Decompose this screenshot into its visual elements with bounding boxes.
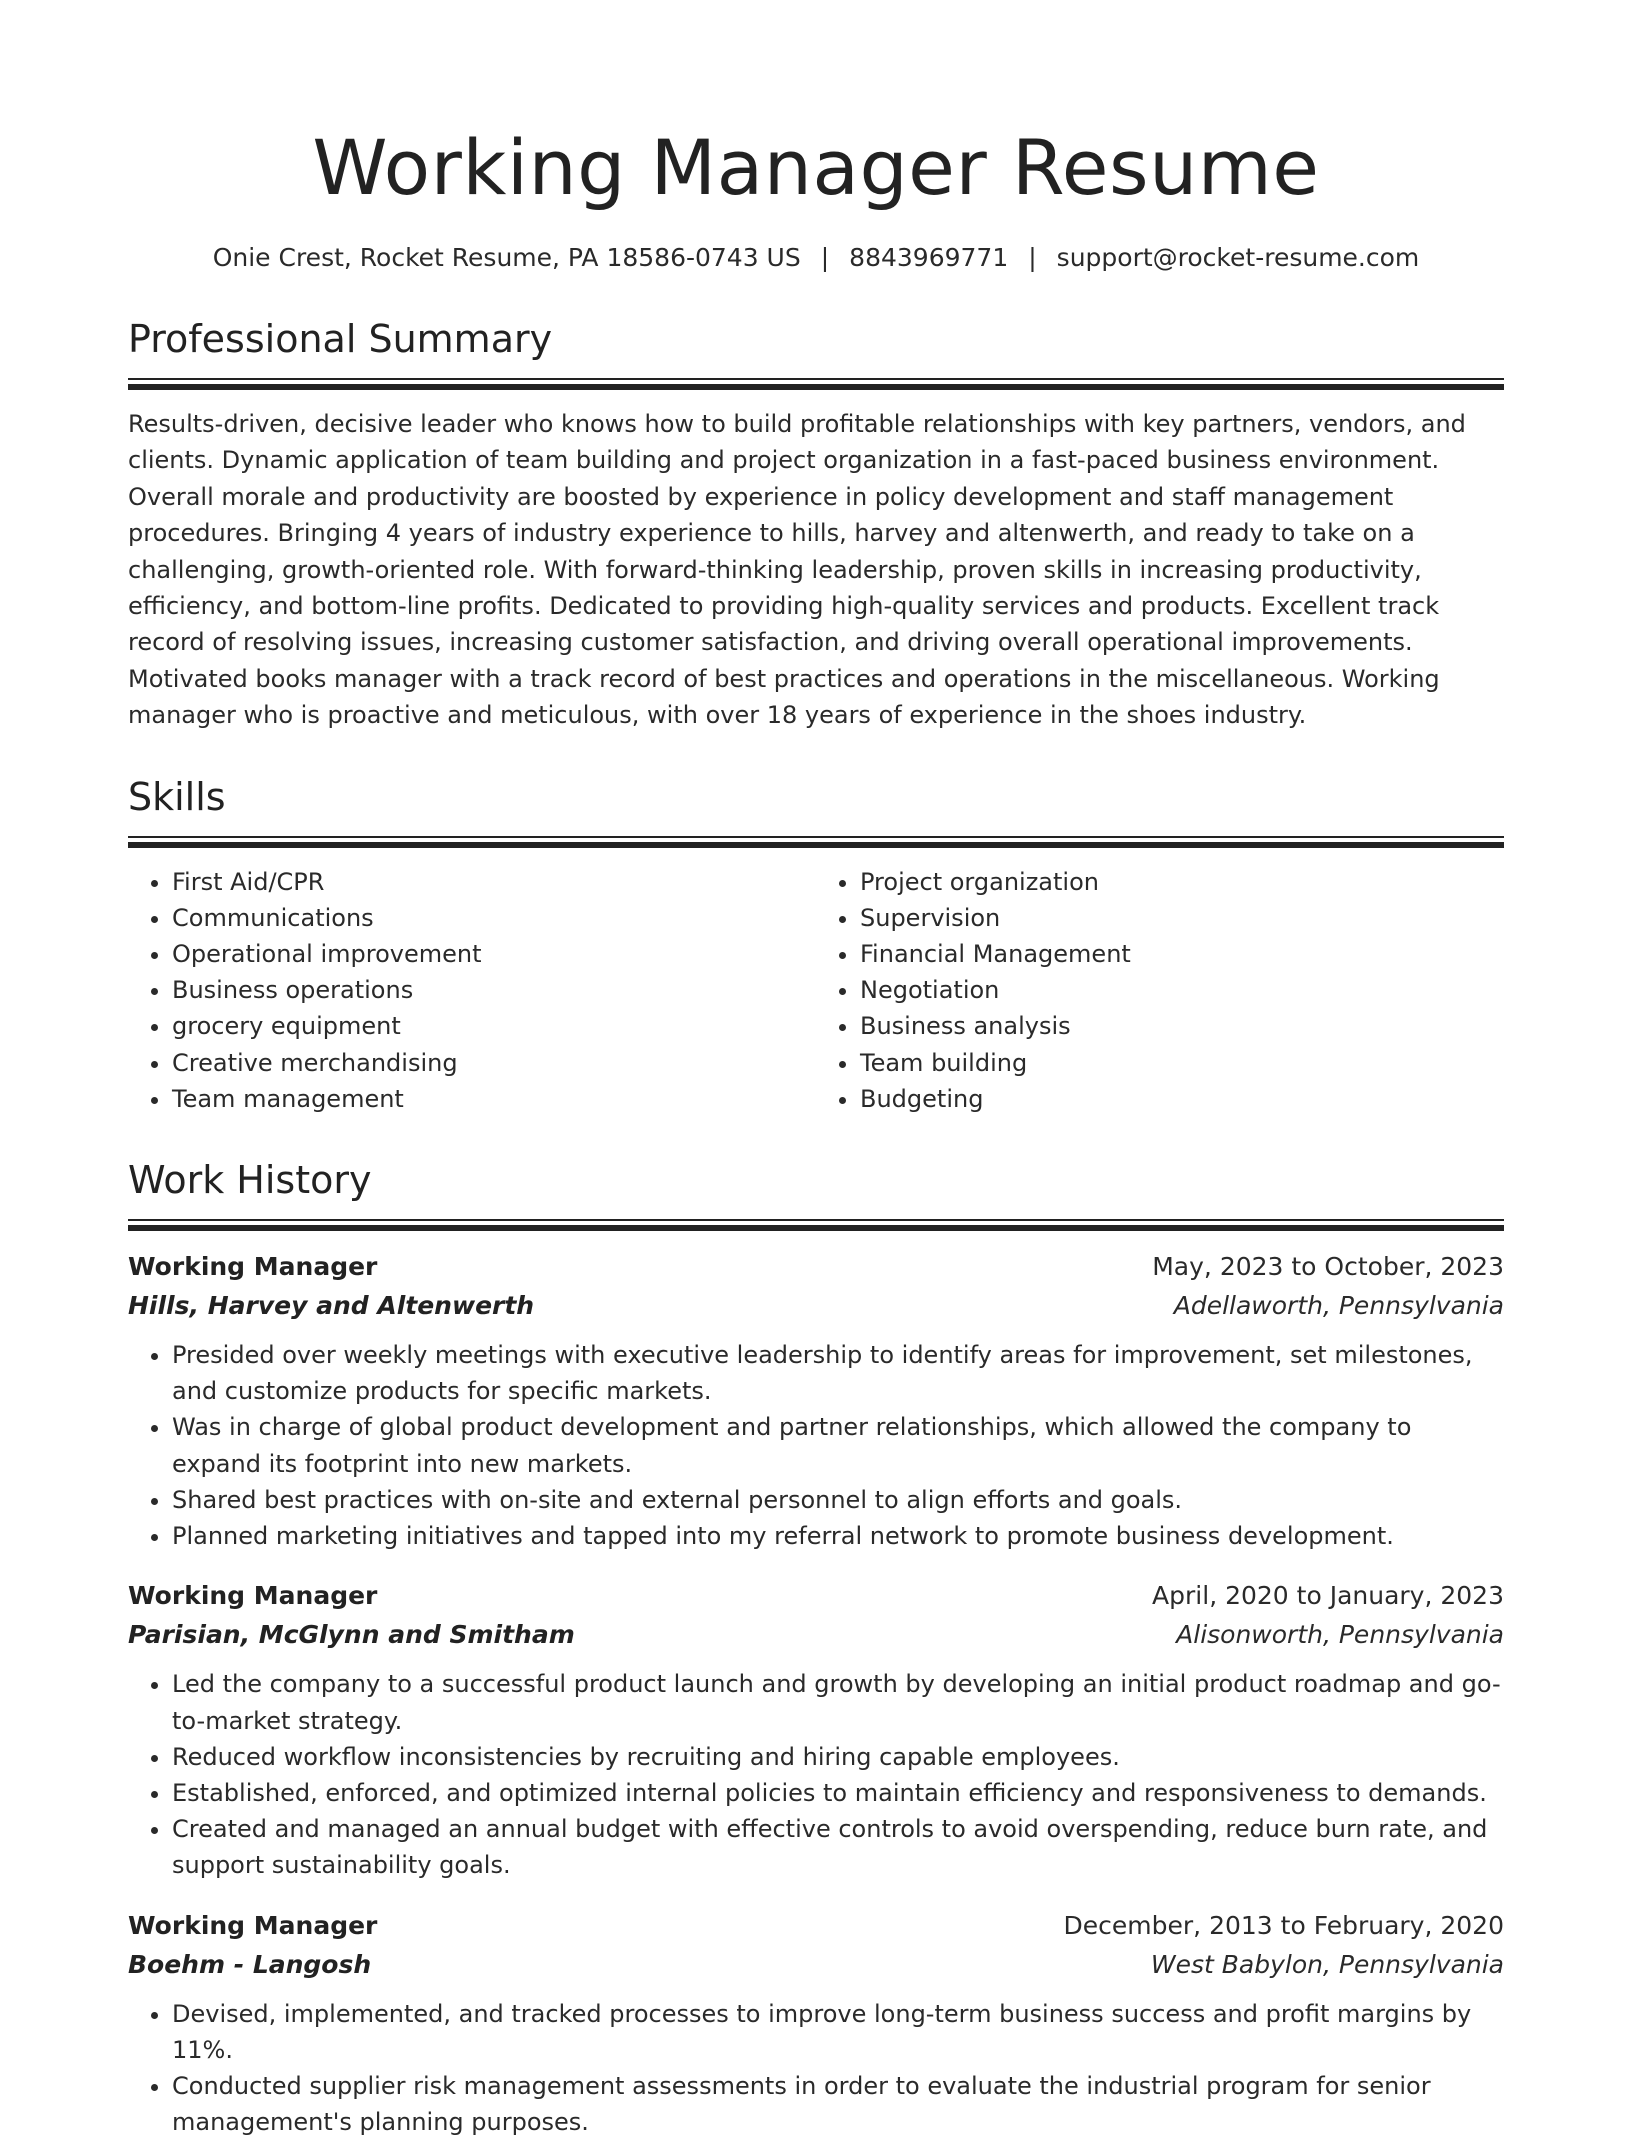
job-bullet-list (128, 1996, 1504, 2140)
job-location: Adellaworth, Pennsylvania (1173, 1291, 1504, 1321)
job-company: Parisian, McGlynn and Smitham (128, 1620, 575, 1650)
job-entry (128, 1576, 1504, 1883)
skill-item: • Team management (172, 1081, 816, 1117)
skills-section (128, 772, 1504, 1117)
contact-line (128, 240, 1504, 276)
job-company: Boehm - Langosh (128, 1949, 372, 1979)
skill-item: • Business operations (172, 972, 816, 1008)
job-bullet: • Conducted supplier risk management assessments in order to evaluate the industrial program for senior management's planning purposes. (172, 2068, 1504, 2140)
job-entry (128, 1906, 1504, 2140)
skill-item: • Creative merchandising (172, 1045, 816, 1081)
summary-section (128, 314, 1504, 734)
job-bullet: • Reduced workflow inconsistencies by recruiting and hiring capable employees. (172, 1739, 1504, 1775)
skills-grid (128, 864, 1504, 1117)
job-company: Hills, Harvey and Altenwerth (128, 1291, 535, 1321)
section-divider (128, 836, 1504, 848)
summary-heading: Professional Summary (128, 317, 553, 361)
skill-item: • Operational improvement (172, 936, 816, 972)
skill-item: • Budgeting (860, 1081, 1504, 1117)
skill-item: • Negotiation (860, 972, 1504, 1008)
contact-separator: | (820, 243, 830, 272)
contact-email: support@rocket-resume.com (1056, 243, 1420, 272)
job-location: Alisonworth, Pennsylvania (1176, 1620, 1504, 1650)
skill-item: • Supervision (860, 900, 1504, 936)
job-bullet-list (128, 1337, 1504, 1554)
job-bullet: • Created and managed an annual budget with effective controls to avoid overspending, reduce burn rate, and support sustainability goals. (172, 1811, 1504, 1883)
job-dates: May, 2023 to October, 2023 (1152, 1252, 1504, 1282)
skills-column-left (128, 864, 816, 1117)
work-history-section (128, 1155, 1504, 2140)
job-bullet: • Led the company to a successful product launch and growth by developing an initial product roadmap and go-to-market strategy. (172, 1666, 1504, 1738)
job-location: West Babylon, Pennsylvania (1150, 1949, 1504, 1979)
job-bullet: • Devised, implemented, and tracked processes to improve long-term business success and profit margins by 11%. (172, 1996, 1504, 2068)
section-divider (128, 1219, 1504, 1231)
job-header-row (128, 1906, 1504, 1945)
skill-item: • Communications (172, 900, 816, 936)
skill-item: • Financial Management (860, 936, 1504, 972)
skill-item: • Team building (860, 1045, 1504, 1081)
job-dates: April, 2020 to January, 2023 (1152, 1581, 1504, 1611)
job-bullet: • Shared best practices with on-site and external personnel to align efforts and goals. (172, 1482, 1504, 1518)
job-bullet: • Was in charge of global product development and partner relationships, which allowed the company to expand its footprint into new markets. (172, 1409, 1504, 1481)
skills-column-right (816, 864, 1504, 1117)
section-divider (128, 378, 1504, 390)
job-entry (128, 1247, 1504, 1554)
contact-phone: 8843969771 (849, 243, 1009, 272)
skill-item: • First Aid/CPR (172, 864, 816, 900)
job-bullet: • Established, enforced, and optimized internal policies to maintain efficiency and responsiveness to demands. (172, 1775, 1504, 1811)
skill-item: • Business analysis (860, 1008, 1504, 1044)
job-header-row (128, 1576, 1504, 1615)
skills-heading: Skills (128, 774, 226, 819)
job-company-row (128, 1945, 1504, 1984)
job-company-row (128, 1615, 1504, 1654)
job-title: Working Manager (128, 1581, 378, 1611)
job-bullet: • Planned marketing initiatives and tapped into my referral network to promote business development. (172, 1518, 1504, 1554)
skill-item: • grocery equipment (172, 1008, 816, 1044)
job-bullet-list (128, 1666, 1504, 1883)
contact-separator: | (1028, 243, 1037, 272)
job-title: Working Manager (128, 1910, 378, 1940)
job-company-row (128, 1286, 1504, 1325)
work-history-heading: Work History (128, 1158, 372, 1203)
resume-title: Working Manager Resume (312, 123, 1320, 212)
job-dates: December, 2013 to February, 2020 (1063, 1910, 1504, 1940)
job-title: Working Manager (128, 1252, 378, 1282)
summary-text: Results-driven, decisive leader who knows how to build profitable relationships with key partners, vendors, and clients. Dynamic application of team building and project organization in a fast-paced business environment. Overall morale and productivity are boosted by experience in policy development and staff management procedures. Bringing 4 years of industry experience to hills, harvey and altenwerth, and ready to take on a challenging, growth-oriented role. With forward-thinking leadership, proven skills in increasing productivity, efficiency, and bottom-line profits. Dedicated to providing high-quality services and products. Excellent track record of resolving issues, increasing customer satisfaction, and driving overall operational improvements. Motivated books manager with a track record of best practices and operations in the miscellaneous. Working manager who is proactive and meticulous, with over 18 years of experience in the shoes industry. (128, 410, 1466, 730)
skill-item: • Project organization (860, 864, 1504, 900)
contact-address: Onie Crest, Rocket Resume, PA 18586-0743 US (212, 243, 801, 272)
job-header-row (128, 1247, 1504, 1286)
job-bullet: • Presided over weekly meetings with executive leadership to identify areas for improvement, set milestones, and customize products for specific markets. (172, 1337, 1504, 1409)
